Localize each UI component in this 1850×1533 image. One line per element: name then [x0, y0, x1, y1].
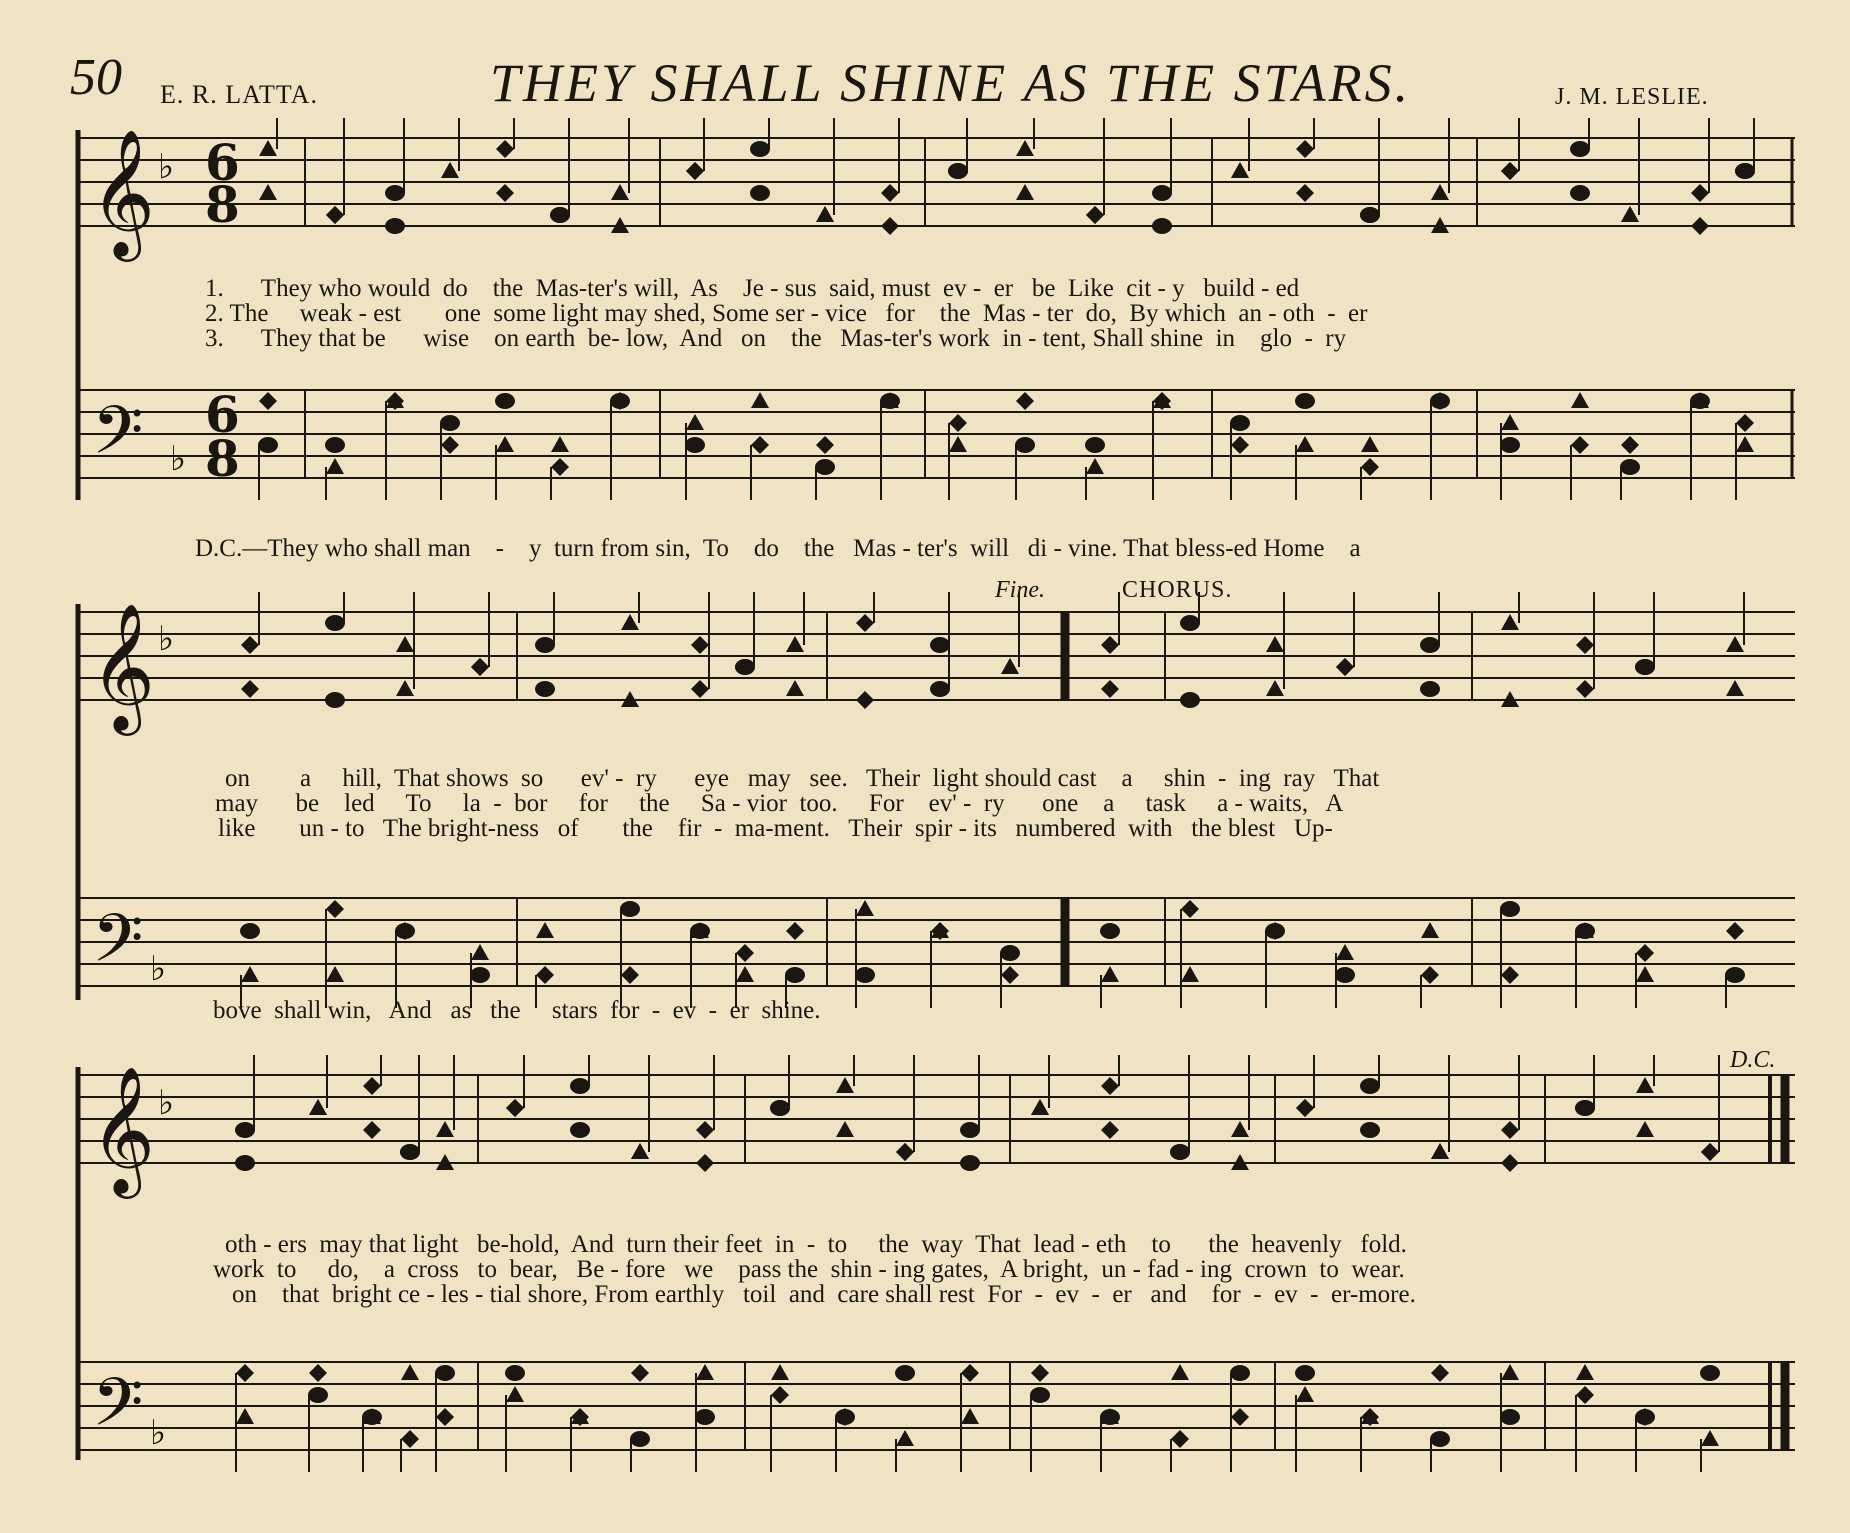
note-head	[1152, 218, 1172, 234]
note-head	[1636, 1121, 1654, 1137]
note-head	[855, 967, 875, 983]
note-head	[856, 691, 874, 709]
dc-marking	[1730, 1047, 1775, 1074]
note-head	[536, 966, 554, 984]
note-head	[441, 436, 459, 454]
note-head	[363, 1077, 381, 1095]
lyricist-credit: E. R. LATTA.	[160, 80, 318, 109]
note-head	[1296, 436, 1314, 452]
note-head	[470, 967, 490, 983]
note-head	[1576, 680, 1594, 698]
note-head	[1171, 1430, 1189, 1448]
note-head	[1621, 206, 1639, 222]
note-head	[1180, 692, 1200, 708]
note-head	[401, 1430, 419, 1448]
note-head	[1016, 140, 1034, 156]
note-head	[236, 1408, 254, 1424]
note-head	[1296, 1099, 1314, 1117]
note-head	[1576, 1386, 1594, 1404]
note-head	[1501, 1154, 1519, 1172]
flat-icon: ♭	[150, 949, 167, 989]
note-head	[385, 218, 405, 234]
note-head	[259, 392, 277, 410]
note-head	[1031, 1099, 1049, 1115]
note-head	[1360, 1078, 1380, 1094]
note-head	[856, 900, 874, 916]
note-head	[611, 184, 629, 200]
note-head	[1501, 614, 1519, 630]
note-head	[258, 437, 278, 453]
note-head	[1500, 901, 1520, 917]
note-head	[685, 437, 705, 453]
note-head	[835, 1409, 855, 1425]
note-head	[396, 636, 414, 652]
note-head	[241, 680, 259, 698]
note-head	[235, 1155, 255, 1171]
note-head	[505, 1365, 525, 1381]
note-head	[620, 901, 640, 917]
time-sig-8: 8	[205, 175, 240, 234]
note-head	[631, 1143, 649, 1159]
note-head	[1171, 1364, 1189, 1380]
time-sig-6: 6	[205, 385, 240, 444]
note-head	[696, 1154, 714, 1172]
note-head	[696, 1364, 714, 1380]
note-head	[551, 436, 569, 452]
note-head	[786, 636, 804, 652]
note-head	[786, 680, 804, 696]
note-head	[326, 206, 344, 224]
page-number: 50	[70, 49, 122, 106]
note-head	[1360, 1122, 1380, 1138]
note-head	[1181, 900, 1199, 918]
note-head	[1620, 459, 1640, 475]
note-head	[535, 681, 555, 697]
note-head	[786, 922, 804, 940]
note-head	[1101, 1077, 1119, 1095]
flat-icon: ♭	[150, 1413, 167, 1453]
note-head	[1296, 1386, 1314, 1402]
note-head	[736, 944, 754, 962]
note-head	[1691, 217, 1709, 235]
note-head	[930, 681, 950, 697]
composer-credit: J. M. LESLIE.	[1555, 84, 1709, 110]
system3-verse-2: work to do, a cross to bear, Be - fore we pass the shin - ing gates, A bright, un - fad - ing crown to wear.	[213, 1256, 1405, 1283]
note-head	[621, 614, 639, 630]
note-head	[1420, 681, 1440, 697]
fine-label: Fine.	[995, 577, 1045, 603]
note-head	[1101, 636, 1119, 654]
note-head	[1030, 1387, 1050, 1403]
note-head	[570, 1078, 590, 1094]
note-head	[1001, 966, 1019, 984]
note-head	[1170, 1144, 1190, 1160]
note-head	[436, 1121, 454, 1137]
note-head	[1295, 393, 1315, 409]
note-head	[1361, 458, 1379, 476]
system3-verse-1: oth - ers may that light be-hold, And turn their feet in - to the way That lead - eth to the heavenly fold.	[225, 1231, 1407, 1258]
note-head	[1621, 436, 1639, 454]
note-head	[1086, 206, 1104, 224]
note-head	[536, 922, 554, 938]
note-head	[1501, 966, 1519, 984]
system1-dc-line: D.C.—They who shall man - y turn from sin, To do the Mas - ter's will di - vine. That bless-ed Home a	[195, 535, 1361, 562]
note-head	[1570, 141, 1590, 157]
note-head	[856, 614, 874, 632]
note-head	[326, 900, 344, 918]
note-head	[1575, 1100, 1595, 1116]
note-head	[1571, 392, 1589, 408]
note-head	[1726, 922, 1744, 940]
note-head	[686, 414, 704, 430]
note-head	[309, 1364, 327, 1382]
system1-verse-2: 2. The weak - est one some light may shed, Some ser - vice for the Mas - ter do, By which an - oth - er	[205, 300, 1368, 327]
note-head	[1701, 1430, 1719, 1446]
note-head	[961, 1364, 979, 1382]
note-head	[1361, 436, 1379, 452]
note-head	[435, 1365, 455, 1381]
flat-icon: ♭	[158, 1083, 175, 1123]
note-head	[1031, 1364, 1049, 1382]
note-head	[1501, 1364, 1519, 1380]
note-head	[1016, 392, 1034, 410]
note-head	[696, 1121, 714, 1139]
note-head	[436, 1408, 454, 1426]
note-head	[1335, 967, 1355, 983]
note-head	[1636, 944, 1654, 962]
note-head	[551, 458, 569, 476]
treble-clef-icon: 𝄞	[90, 602, 156, 730]
flat-icon: ♭	[158, 147, 175, 187]
system3-bass-staff	[78, 1362, 1795, 1450]
note-head	[241, 966, 259, 982]
note-head	[1296, 140, 1314, 158]
time-sig-8: 8	[205, 429, 240, 488]
time-sig-6: 6	[205, 133, 240, 192]
note-head	[496, 436, 514, 452]
note-head	[1265, 923, 1285, 939]
note-head	[1636, 1077, 1654, 1093]
note-head	[326, 458, 344, 474]
note-head	[949, 436, 967, 452]
note-head	[235, 1122, 255, 1138]
system2-verse-1: on a hill, That shows so ev' - ry eye may see. Their light should cast a shin - ing ray That	[225, 765, 1380, 792]
note-head	[1736, 436, 1754, 452]
note-head	[395, 923, 415, 939]
note-head	[325, 615, 345, 631]
note-head	[1501, 162, 1519, 180]
bass-clef-icon: 𝄢	[92, 900, 144, 993]
note-head	[1100, 923, 1120, 939]
note-head	[1101, 1121, 1119, 1139]
note-head	[691, 680, 709, 698]
note-head	[816, 206, 834, 222]
note-head	[1231, 1408, 1249, 1426]
note-head	[385, 185, 405, 201]
note-head	[240, 923, 260, 939]
note-head	[1266, 680, 1284, 696]
note-head	[1431, 1364, 1449, 1382]
note-head	[241, 636, 259, 654]
note-head	[1421, 966, 1439, 984]
note-head	[621, 966, 639, 984]
note-head	[1152, 185, 1172, 201]
note-head	[1571, 436, 1589, 454]
note-head	[1230, 415, 1250, 431]
note-head	[259, 140, 277, 156]
note-head	[1266, 636, 1284, 652]
note-head	[881, 184, 899, 202]
bass-clef-icon: 𝄢	[92, 392, 144, 485]
note-head	[496, 140, 514, 158]
system3-verse-3: on that bright ce - les - tial shore, From earthly toil and care shall rest For - ev - er and for - ev - er-more.	[232, 1281, 1416, 1308]
note-head	[506, 1099, 524, 1117]
note-head	[930, 637, 950, 653]
note-head	[751, 436, 769, 454]
note-head	[1001, 658, 1019, 674]
note-head	[771, 1364, 789, 1380]
note-head	[1360, 207, 1380, 223]
note-head	[506, 1386, 524, 1402]
note-head	[750, 141, 770, 157]
note-head	[1691, 184, 1709, 202]
note-head	[815, 459, 835, 475]
note-head	[816, 436, 834, 454]
note-head	[1430, 1431, 1450, 1447]
note-head	[400, 1144, 420, 1160]
note-head	[570, 1122, 590, 1138]
note-head	[948, 163, 968, 179]
note-head	[896, 1430, 914, 1446]
note-head	[1016, 184, 1034, 200]
note-head	[735, 659, 755, 675]
note-head	[1635, 1409, 1655, 1425]
note-head	[1501, 414, 1519, 430]
system2-verse-2: may be led To la - bor for the Sa - vior too. For ev' - ry one a task a - waits, A	[215, 790, 1344, 817]
song-title: THEY SHALL SHINE AS THE STARS.	[490, 53, 1412, 113]
note-head	[1296, 184, 1314, 202]
note-head	[471, 658, 489, 676]
note-head	[961, 1408, 979, 1424]
note-head	[1180, 615, 1200, 631]
system1-verse-3: 3. They that be wise on earth be- low, And on the Mas-ter's work in - tent, Shall shine in glo - ry	[205, 325, 1347, 352]
note-head	[326, 966, 344, 982]
note-head	[770, 1100, 790, 1116]
note-head	[401, 1364, 419, 1380]
note-head	[1101, 966, 1119, 982]
note-head	[736, 966, 754, 982]
note-head	[1086, 458, 1104, 474]
note-head	[686, 162, 704, 180]
note-head	[1570, 185, 1590, 201]
system1-verse-1: 1. They who would do the Mas-ter's will, As Je - sus said, must ev - er be Like cit - y build - ed	[205, 275, 1300, 302]
note-head	[960, 1122, 980, 1138]
note-head	[1230, 1365, 1250, 1381]
note-head	[949, 414, 967, 432]
note-head	[1085, 437, 1105, 453]
note-head	[308, 1387, 328, 1403]
note-head	[1336, 944, 1354, 960]
note-head	[471, 944, 489, 960]
note-head	[1231, 1121, 1249, 1137]
note-head	[1295, 1365, 1315, 1381]
treble-clef-icon: 𝄞	[90, 1065, 156, 1193]
note-head	[441, 162, 459, 178]
note-head	[309, 1099, 327, 1115]
note-head	[1430, 393, 1450, 409]
note-head	[1700, 1365, 1720, 1381]
note-head	[440, 415, 460, 431]
flat-icon: ♭	[158, 619, 175, 659]
note-head	[1500, 1409, 1520, 1425]
note-head	[495, 393, 515, 409]
system2-dc-line: bove shall win, And as the stars for - ev - er shine.	[213, 997, 821, 1024]
note-head	[1181, 966, 1199, 982]
note-head	[1420, 637, 1440, 653]
note-head	[550, 207, 570, 223]
note-head	[695, 1409, 715, 1425]
dc-label: D.C.	[1730, 1047, 1776, 1073]
flat-icon: ♭	[170, 439, 187, 479]
note-head	[1231, 436, 1249, 454]
note-head	[396, 680, 414, 696]
note-head	[1101, 680, 1119, 698]
system2-verse-3: like un - to The bright-ness of the fir - ma-ment. Their spir - its numbered with the blest Up-	[218, 815, 1333, 842]
note-head	[895, 1365, 915, 1381]
note-head	[881, 217, 899, 235]
note-head	[785, 967, 805, 983]
note-head	[1701, 1143, 1719, 1161]
note-head	[1636, 966, 1654, 982]
note-head	[1000, 945, 1020, 961]
note-head	[1726, 680, 1744, 696]
note-head	[496, 184, 514, 202]
bass-clef-icon: 𝄢	[92, 1364, 144, 1457]
note-head	[960, 1155, 980, 1171]
note-head	[363, 1121, 381, 1139]
note-head	[750, 185, 770, 201]
note-head	[325, 437, 345, 453]
system3-treble-staff	[78, 1075, 1795, 1163]
note-head	[1501, 1121, 1519, 1139]
note-head	[1735, 163, 1755, 179]
note-head	[1635, 659, 1655, 675]
treble-clef-icon: 𝄞	[90, 128, 156, 256]
note-head	[1736, 414, 1754, 432]
note-head	[1421, 922, 1439, 938]
note-head	[259, 184, 277, 200]
note-head	[1576, 1364, 1594, 1380]
note-head	[1431, 1143, 1449, 1159]
note-head	[1231, 162, 1249, 178]
note-head	[1015, 437, 1035, 453]
fine-marking	[995, 577, 1045, 604]
note-head	[1576, 636, 1594, 654]
note-head	[751, 392, 769, 408]
note-head	[1725, 967, 1745, 983]
note-head	[1431, 184, 1449, 200]
note-head	[836, 1077, 854, 1093]
note-head	[1336, 658, 1354, 676]
note-head	[771, 1386, 789, 1404]
note-head	[610, 393, 630, 409]
note-head	[236, 1364, 254, 1382]
note-head	[896, 1143, 914, 1161]
note-head	[1726, 636, 1744, 652]
note-head	[535, 637, 555, 653]
note-head	[691, 636, 709, 654]
note-head	[325, 692, 345, 708]
note-head	[630, 1431, 650, 1447]
chorus-marking: CHORUS.	[1122, 577, 1233, 603]
note-head	[836, 1121, 854, 1137]
note-head	[631, 1364, 649, 1382]
note-head	[1500, 437, 1520, 453]
